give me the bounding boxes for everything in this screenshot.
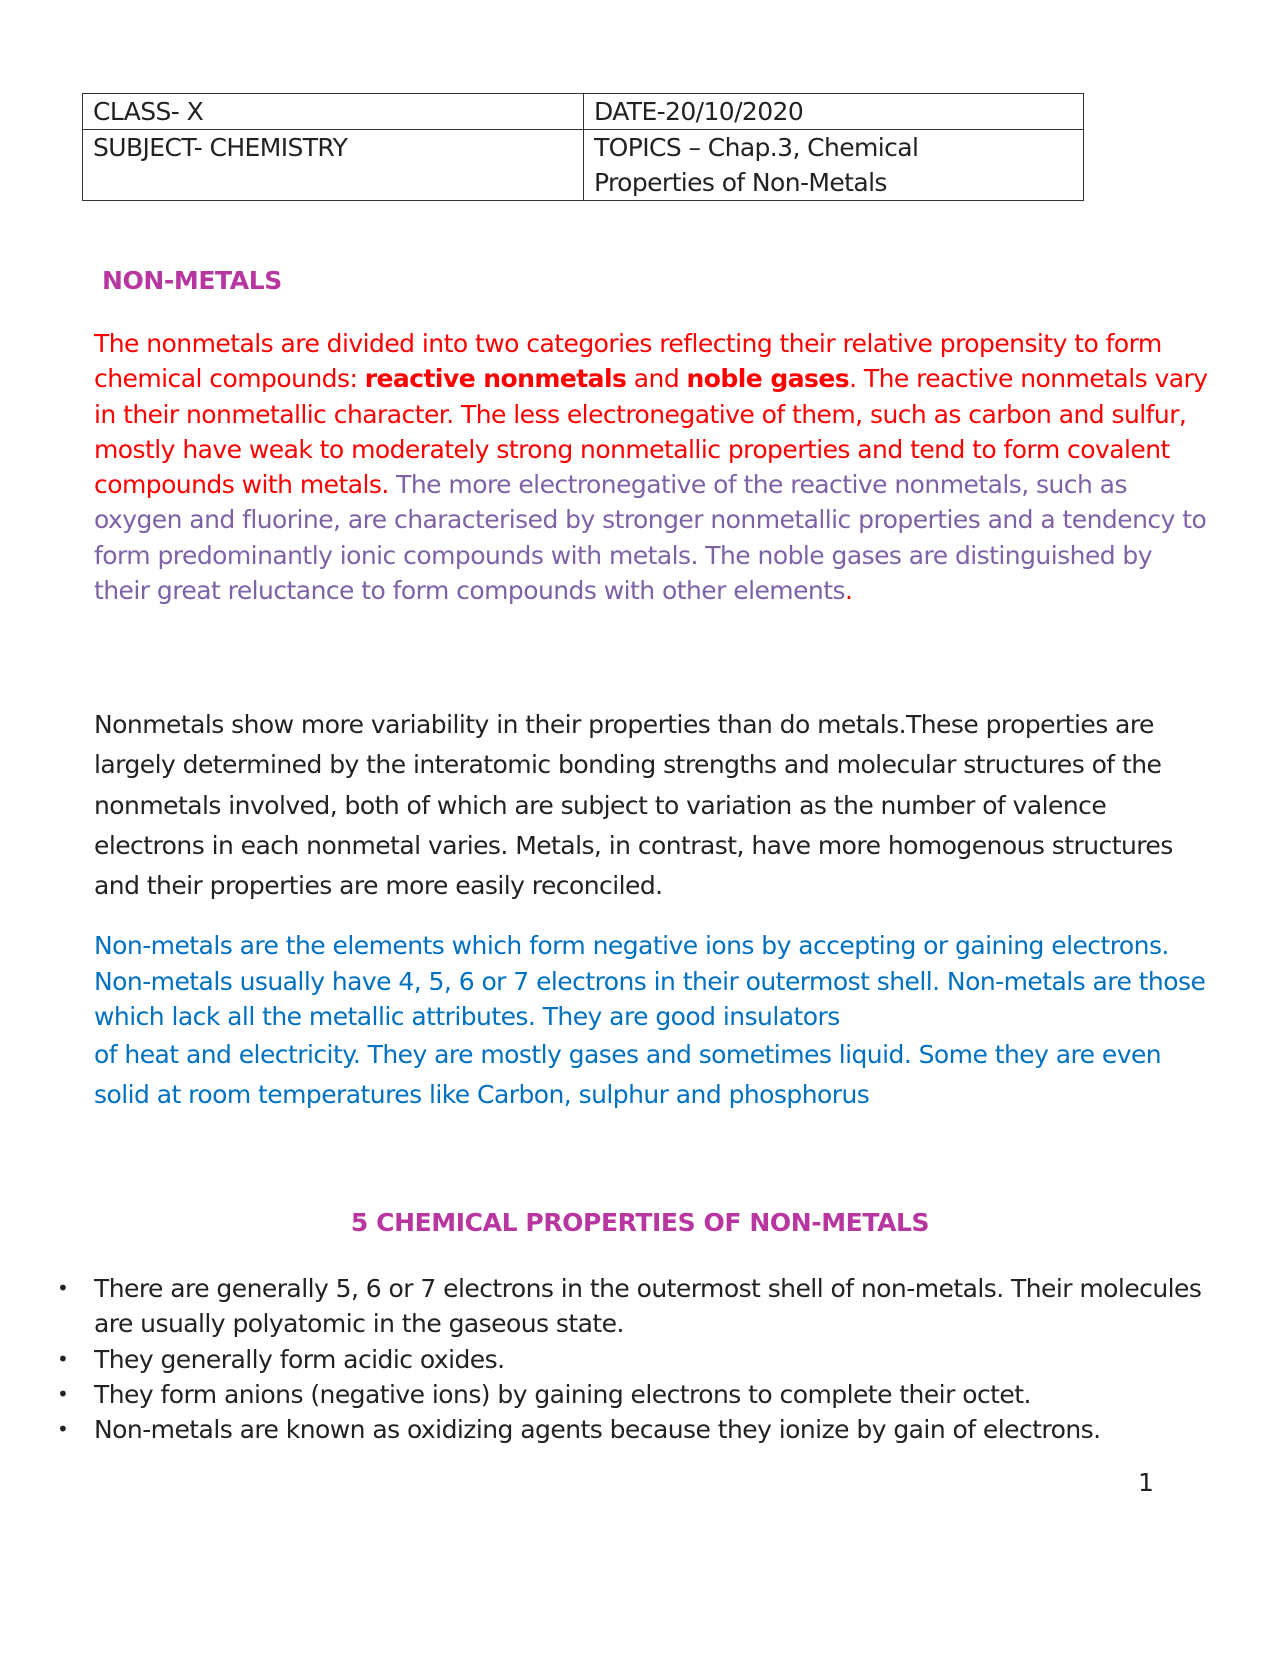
class-cell: CLASS- X (83, 94, 584, 130)
text-red-rest: . The reactive nonmetals vary in their nonmetallic character. The less electronegative of them, such as carbon and sulfur, mostly have weak to moderately strong nonmetallic properties and tend to form covalent compounds with metals. (94, 364, 1208, 500)
list-item: • There are generally 5, 6 or 7 electrons in the outermost shell of non-metals. Their molecules are usually polyatomic in the gaseous state. (94, 1271, 1214, 1342)
topics-cell (584, 130, 1084, 201)
list-item: • Non-metals are known as oxidizing agents because they ionize by gain of electrons. (94, 1412, 1214, 1447)
date-cell: DATE-20/10/2020 (584, 94, 1084, 130)
text-red: The nonmetals are divided into two categories reflecting their relative propensity to form chemical compounds: (94, 329, 1162, 394)
topics-line-1: TOPICS – Chap.3, Chemical (594, 133, 919, 162)
bullet-icon: • (57, 1381, 69, 1406)
definition-part-1: Non-metals are the elements which form negative ions by accepting or gaining electrons. Non-metals usually have 4, 5, 6 or 7 electrons in their outermost shell. Non-metals are those which lack all the metallic attributes. They are good insulators (94, 931, 1206, 1031)
subject-cell: SUBJECT- CHEMISTRY (83, 130, 584, 201)
section-heading-non-metals: NON-METALS (102, 266, 282, 295)
bullet-icon: • (57, 1417, 69, 1442)
page-number: 1 (1138, 1468, 1154, 1497)
term-noble-gases: noble gases (686, 364, 850, 394)
paragraph-categories (94, 326, 1214, 608)
paragraph-variability: Nonmetals show more variability in their properties than do metals.These properties are largely determined by the interatomic bonding strengths and molecular structures of the nonmetals involved, both of which are subject to variation as the number of valence electrons in each nonmetal varies. Metals, in contrast, have more homogenous structures and their properties are more easily reconciled. (94, 710, 1173, 901)
definition-part-2: of heat and electricity. They are mostly gases and sometimes liquid. Some they are even solid at room temperatures like Carbon, sulphur and phosphorus (94, 1039, 1162, 1109)
term-reactive-nonmetals: reactive nonmetals (364, 364, 627, 394)
text-and: and (626, 364, 687, 394)
topics-line-2: Properties of Non-Metals (594, 168, 887, 197)
list-item: • They form anions (negative ions) by gaining electrons to complete their octet. (94, 1377, 1214, 1412)
bullet-icon: • (57, 1276, 69, 1300)
text-red-end: . (844, 576, 853, 606)
bullet-icon: • (57, 1346, 69, 1371)
header-table (82, 93, 1084, 201)
text-purple: The more electronegative of the reactive nonmetals, such as oxygen and fluorine, are characterised by stronger nonmetallic properties and a tendency to form predominantly ionic compounds with metals. The noble gases are distinguished by their great reluctance to form compounds with other elements (94, 470, 1207, 606)
section-heading-chemical-properties: 5 CHEMICAL PROPERTIES OF NON-METALS (350, 1208, 930, 1237)
paragraph-definition (94, 928, 1214, 1115)
properties-list (57, 1271, 1214, 1447)
list-item: • They generally form acidic oxides. (94, 1342, 1214, 1377)
